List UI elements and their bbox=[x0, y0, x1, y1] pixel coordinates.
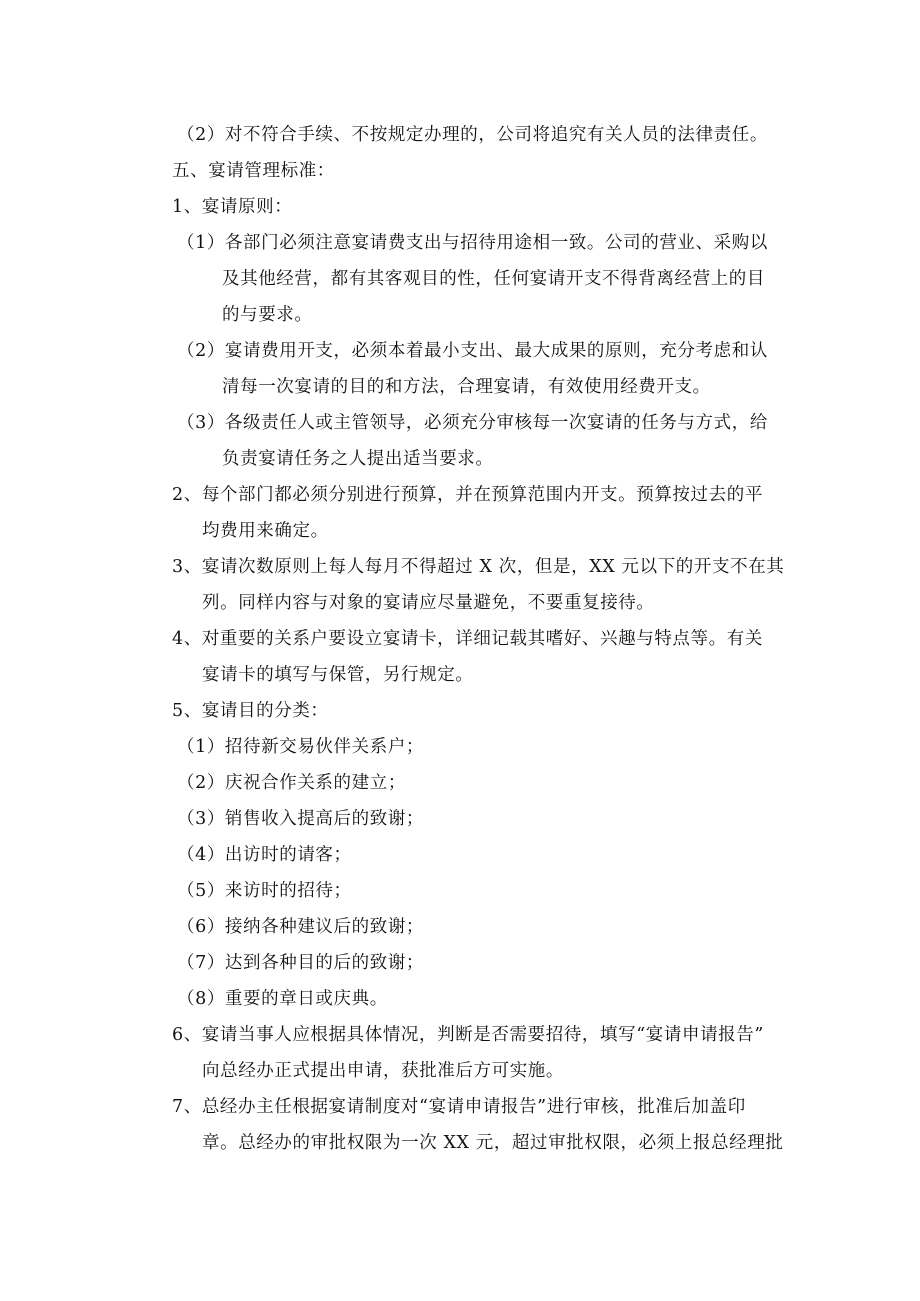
clause-5-heading bbox=[172, 693, 792, 729]
clause-1-3 bbox=[172, 405, 792, 477]
section-heading-5 bbox=[172, 153, 792, 189]
paragraph-line: 及其他经营，都有其客观目的性，任何宴请开支不得背离经营上的目 bbox=[222, 269, 765, 289]
clause-4-2 bbox=[172, 117, 792, 153]
list-item: （1）招待新交易伙伴关系户； bbox=[177, 737, 425, 757]
clause-2 bbox=[172, 477, 792, 549]
list-item: （5）来访时的招待； bbox=[177, 881, 352, 901]
document-body bbox=[172, 117, 792, 1161]
paragraph-line: 2、每个部门都必须分别进行预算，并在预算范围内开支。预算按过去的平 bbox=[172, 485, 763, 505]
paragraph-line: 列。同样内容与对象的宴请应尽量避免，不要重复接待。 bbox=[202, 593, 655, 613]
paragraph-line: （3）各级责任人或主管领导，必须充分审核每一次宴请的任务与方式，给 bbox=[177, 413, 768, 433]
clause-6 bbox=[172, 1017, 792, 1089]
paragraph-line: 6、宴请当事人应根据具体情况，判断是否需要招待，填写“宴请申请报告” bbox=[172, 1025, 764, 1045]
list-item: （7）达到各种目的后的致谢； bbox=[177, 953, 425, 973]
paragraph-line: 3、宴请次数原则上每人每月不得超过 X 次，但是，XX 元以下的开支不在其 bbox=[172, 557, 785, 577]
paragraph-line: 4、对重要的关系户要设立宴请卡，详细记载其嗜好、兴趣与特点等。有关 bbox=[172, 629, 763, 649]
paragraph-line: 宴请卡的填写与保管，另行规定。 bbox=[202, 665, 474, 685]
paragraph-line: 章。总经办的审批权限为一次 XX 元，超过审批权限，必须上报总经理批 bbox=[202, 1133, 784, 1153]
clause-3 bbox=[172, 549, 792, 621]
paragraph-line: 向总经办正式提出申请，获批准后方可实施。 bbox=[202, 1061, 564, 1081]
paragraph-line: 的与要求。 bbox=[222, 305, 313, 325]
list-item: （6）接纳各种建议后的致谢； bbox=[177, 917, 425, 937]
section-heading: 五、宴请管理标准： bbox=[172, 161, 335, 181]
list-item: （2）庆祝合作关系的建立； bbox=[177, 773, 406, 793]
list-item: （8）重要的章日或庆典。 bbox=[177, 989, 388, 1009]
clause-heading: 5、宴请目的分类： bbox=[172, 701, 329, 721]
paragraph-line: 均费用来确定。 bbox=[202, 521, 329, 541]
paragraph-line: 7、总经办主任根据宴请制度对“宴请申请报告”进行审核，批准后加盖印 bbox=[172, 1097, 746, 1117]
paragraph-line: （1）各部门必须注意宴请费支出与招待用途相一致。公司的营业、采购以 bbox=[177, 233, 768, 253]
clause-4 bbox=[172, 621, 792, 693]
clause-1-2 bbox=[172, 333, 792, 405]
list-item: （4）出访时的请客； bbox=[177, 845, 352, 865]
paragraph-line: （2）对不符合手续、不按规定办理的，公司将追究有关人员的法律责任。 bbox=[177, 125, 768, 145]
clause-1-1 bbox=[172, 225, 792, 333]
paragraph-line: （2）宴请费用开支，必须本着最小支出、最大成果的原则，充分考虑和认 bbox=[177, 341, 768, 361]
clause-7 bbox=[172, 1089, 792, 1161]
paragraph-line: 清每一次宴请的目的和方法，合理宴请，有效使用经费开支。 bbox=[222, 377, 711, 397]
purpose-list bbox=[172, 729, 792, 1017]
paragraph-line: 负责宴请任务之人提出适当要求。 bbox=[222, 449, 494, 469]
clause-1-heading bbox=[172, 189, 792, 225]
list-item: （3）销售收入提高后的致谢； bbox=[177, 809, 425, 829]
clause-heading: 1、宴请原则： bbox=[172, 197, 293, 217]
